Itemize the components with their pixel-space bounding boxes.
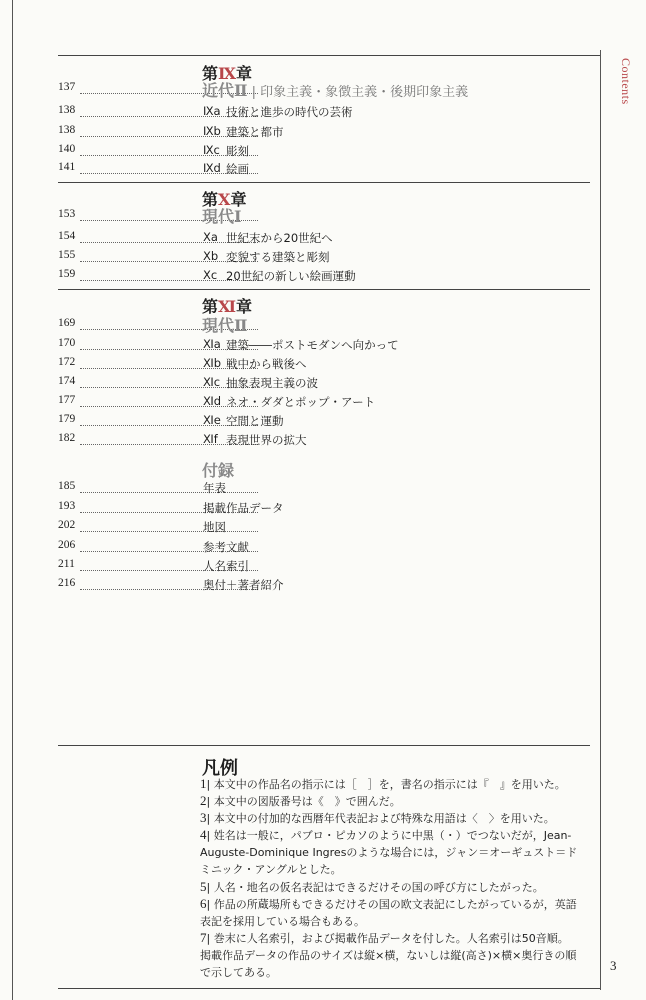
toc-entry[interactable]: 177 Ⅺd ネオ・ダダとポップ・アート — [58, 394, 376, 409]
appendix-entry[interactable]: 211 人名索引 — [58, 558, 588, 576]
note-item: 2| 本文中の図版番号は《 》で囲んだ。 — [200, 793, 401, 808]
appendix-heading: 付録 — [202, 461, 235, 480]
section-row: 137 — [58, 81, 588, 99]
top-rule — [58, 55, 600, 56]
toc-entry[interactable]: 141 Ⅸd 絵画 — [58, 161, 588, 179]
chapter-heading: 第Ⅹ章 — [202, 190, 247, 209]
contents-side-label: Contents — [619, 58, 633, 105]
toc-entry[interactable]: 174 Ⅺc 抽象表現主義の波 — [58, 375, 318, 390]
section-row: 153 — [58, 208, 588, 226]
section-heading: 現代Ⅰ — [202, 207, 242, 226]
chapter-rule-2 — [58, 289, 590, 290]
page-number: 3 — [610, 958, 617, 973]
toc-entry[interactable]: 170 Ⅺa 建築――ポストモダンへ向かって — [58, 337, 399, 352]
note-item: 5| 人名・地名の仮名表記はできるだけその国の呼び方にしたがった。 — [200, 879, 544, 894]
left-margin-rule — [12, 0, 13, 1000]
toc-entry[interactable]: 182 Ⅺf 表現世界の拡大 — [58, 432, 307, 447]
toc-entry[interactable]: 138 Ⅸa 技術と進歩の時代の芸術 — [58, 104, 353, 119]
appendix-entry[interactable]: 216 奥付＋著者紹介 — [58, 577, 284, 592]
toc-entry[interactable]: 138 Ⅸb 建築と都市 — [58, 124, 284, 139]
appendix-entry[interactable]: 202 地図 — [58, 519, 588, 537]
section-row: 169 — [58, 317, 588, 335]
toc-entry[interactable]: 159 Ⅹc 20世紀の新しい絵画運動 — [58, 268, 356, 283]
chapter-heading: 第Ⅺ章 — [202, 297, 253, 316]
note-item: 7| 巻末に人名索引，および掲載作品データを付した。人名索引は50音順。掲載作品データの作品のサイズは縦×横，ないしは縦(高さ)×横×奥行きの順で示してある。 — [200, 930, 577, 979]
note-item: 1| 本文中の作品名の指示には［ ］を，書名の指示には『 』を用いた。 — [200, 776, 566, 791]
section-heading: 近代Ⅱ | 印象主義・象徴主義・後期印象主義 — [202, 81, 469, 100]
appendix-entry[interactable]: 193 掲載作品データ — [58, 500, 284, 515]
right-margin-rule — [600, 50, 601, 990]
note-item: 4| 姓名は一般に，パブロ・ピカソのように中黒（・）でつないだが，Jean-Auguste-Dominique Ingresのような場合には，ジャン＝オーギュスト＝ドミニック・アングルとした。 — [200, 827, 578, 876]
notes-rule — [58, 745, 590, 746]
note-item: 3| 本文中の付加的な西暦年代表記および特殊な用語は〈 〉を用いた。 — [200, 810, 555, 825]
toc-entry[interactable]: 155 Ⅹb 変貌する建築と彫刻 — [58, 249, 330, 264]
toc-entry[interactable]: 154 Ⅹa 世紀末から20世紀へ — [58, 230, 333, 245]
toc-entry[interactable]: 172 Ⅺb 戦中から戦後へ — [58, 356, 307, 371]
appendix-entry[interactable]: 206 参考文献 — [58, 539, 588, 557]
toc-entry[interactable]: 179 Ⅺe 空間と運動 — [58, 413, 284, 428]
chapter-rule-1 — [58, 182, 590, 183]
chapter-heading: 第Ⅸ章 — [202, 64, 253, 83]
notes-title: 凡例 — [202, 758, 238, 779]
bottom-rule — [58, 988, 600, 989]
note-item: 6| 作品の所蔵場所もできるだけその国の欧文表記にしたがっているが，英語表記を採用している場合もある。 — [200, 896, 577, 928]
appendix-entry[interactable]: 185 年表 — [58, 480, 588, 498]
toc-entry[interactable]: 140 Ⅸc 彫刻 — [58, 143, 588, 161]
section-heading: 現代Ⅱ — [202, 316, 248, 335]
